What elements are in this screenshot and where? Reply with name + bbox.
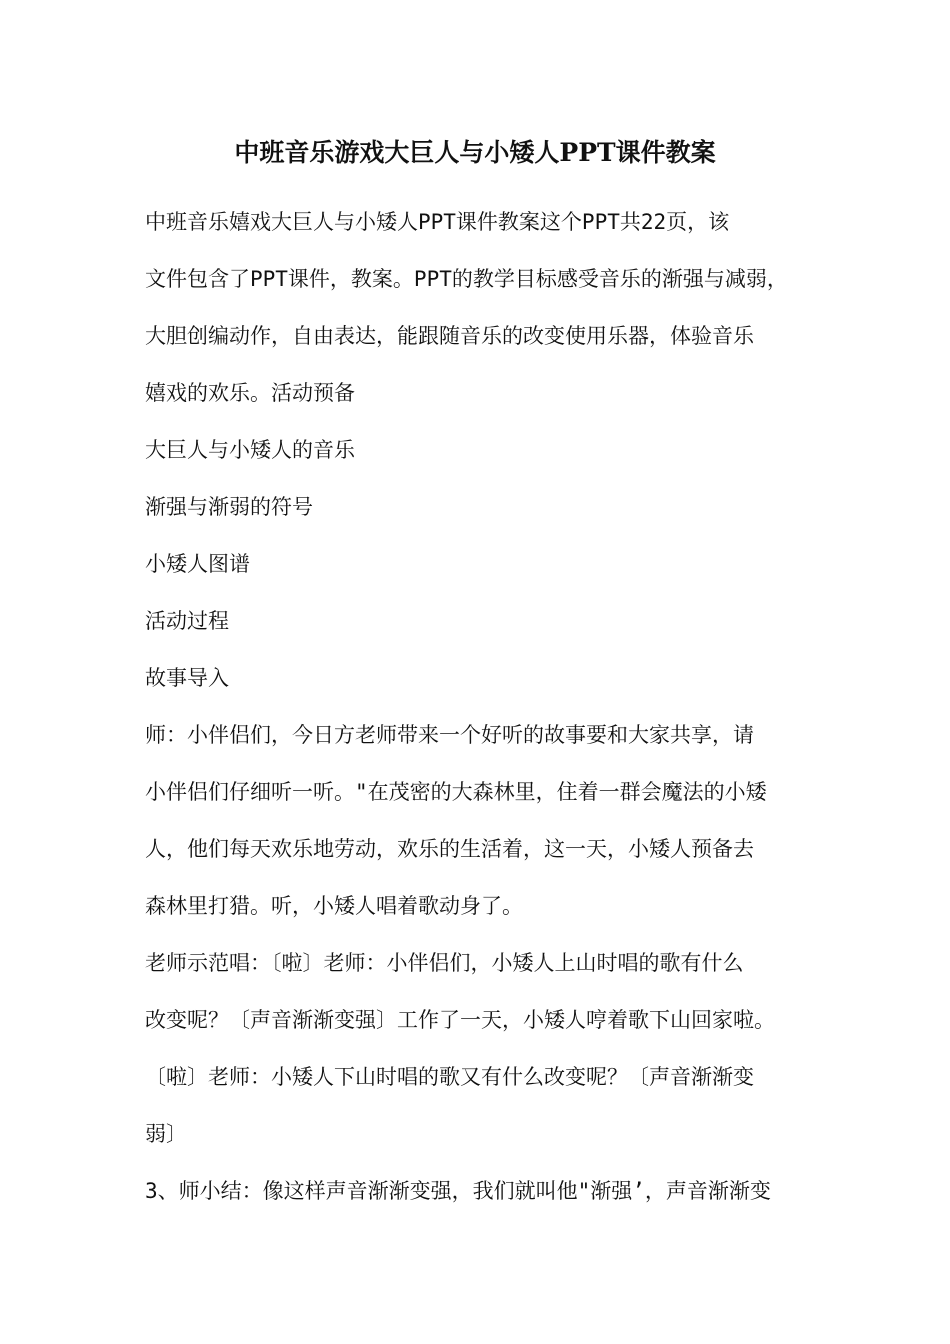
paragraph-line: 人，他们每天欢乐地劳动，欢乐的生活着，这一天，小矮人预备去 [145, 837, 754, 861]
paragraph-line: 文件包含了PPT课件，教案。PPT的教学目标感受音乐的渐强与减弱， [145, 267, 788, 291]
paragraph-line: 渐强与渐弱的符号 [145, 495, 313, 519]
paragraph-line: 3、师小结：像这样声音渐渐变强，我们就叫他"渐强’，声音渐渐变 [145, 1179, 771, 1203]
paragraph-line: 改变呢？〔声音渐渐变强〕工作了一天，小矮人哼着歌下山回家啦。 [145, 1008, 775, 1032]
paragraph-line: 故事导入 [145, 666, 229, 690]
paragraph-line: 森林里打猎。听，小矮人唱着歌动身了。 [145, 894, 523, 918]
paragraph-line: 大胆创编动作，自由表达，能跟随音乐的改变使用乐器，体验音乐 [145, 324, 754, 348]
paragraph-line: 师：小伴侣们，今日方老师带来一个好听的故事要和大家共享，请 [145, 723, 754, 747]
paragraph-line: 中班音乐嬉戏大巨人与小矮人PPT课件教案这个PPT共22页，该 [145, 210, 730, 234]
paragraph-line: 活动过程 [145, 609, 229, 633]
paragraph-line: 弱〕 [145, 1122, 187, 1146]
paragraph-line: 嬉戏的欢乐。活动预备 [145, 381, 355, 405]
paragraph-line: 大巨人与小矮人的音乐 [145, 438, 355, 462]
paragraph-line: 小矮人图谱 [145, 552, 250, 576]
paragraph-line: 小伴侣们仔细听一听。"在茂密的大森林里，住着一群会魔法的小矮 [145, 780, 767, 804]
paragraph-line: 〔啦〕老师：小矮人下山时唱的歌又有什么改变呢？〔声音渐渐变 [145, 1065, 754, 1089]
document-title: 中班音乐游戏大巨人与小矮人PPT课件教案 [234, 138, 716, 167]
paragraph-line: 老师示范唱：〔啦〕老师：小伴侣们，小矮人上山时唱的歌有什么 [145, 951, 744, 975]
